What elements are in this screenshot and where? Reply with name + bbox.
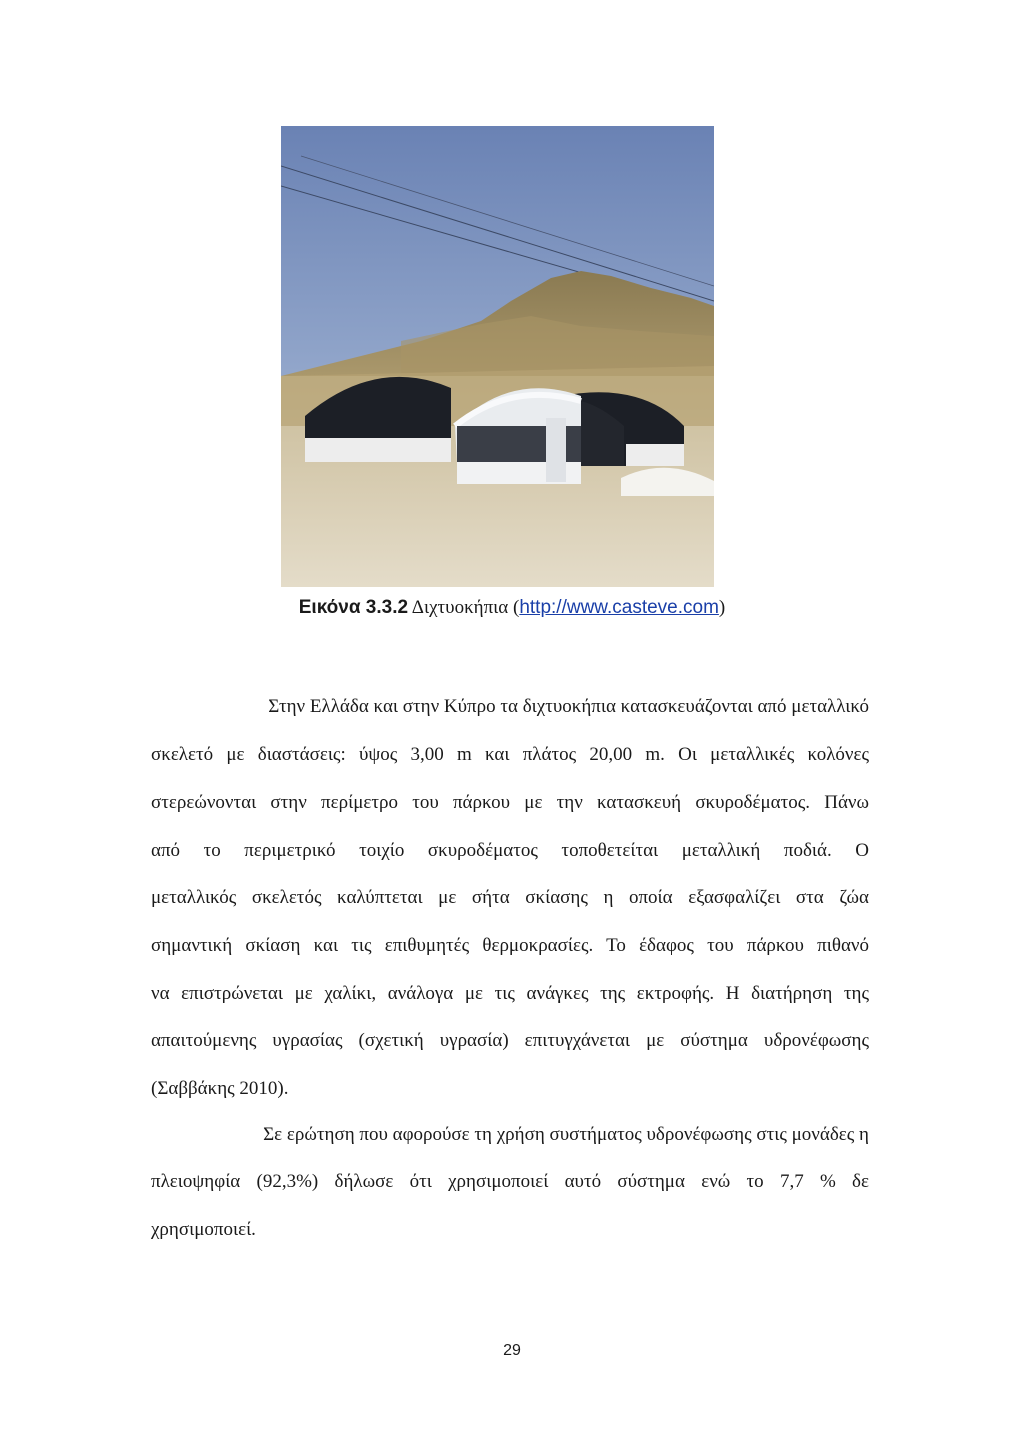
figure-title: Διχτυοκήπια [411,597,509,618]
page-number: 29 [503,1342,521,1359]
paragraph-1-line-9: (Σαββάκης 2010). [151,1078,289,1099]
net-greenhouse-photo [281,126,714,587]
paragraph-1-line-7: να επιστρώνεται με χαλίκι, ανάλογα με τις ανάγκες της εκτροφής. Η διατήρηση της [151,983,869,1004]
paragraph-1-line-3: στερεώνονται στην περίμετρο του πάρκου με την κατασκευή σκυροδέματος. Πάνω [151,792,869,813]
paragraph-1-line-1: Στην Ελλάδα και στην Κύπρο τα διχτυοκήπια κατασκευάζονται από μεταλλικό [268,696,869,717]
paragraph-2-line-2: πλειοψηφία (92,3%) δήλωσε ότι χρησιμοποιεί αυτό σύστημα ενώ το 7,7 % δε [151,1171,869,1192]
paragraph-1-line-8: απαιτούμενης υγρασίας (σχετική υγρασία) επιτυγχάνεται με σύστημα υδρονέφωσης [151,1030,869,1051]
paragraph-1-line-4: από το περιμετρικό τοιχίο σκυροδέματος τοποθετείται μεταλλική ποδιά. Ο [151,840,869,861]
source-link[interactable]: http://www.casteve.com [519,597,719,618]
paragraph-1-line-2: σκελετό με διαστάσεις: ύψος 3,00 m και πλάτος 20,00 m. Οι μεταλλικές κολόνες [151,744,869,765]
caption-open-paren: ( [513,597,520,618]
paragraph-2-line-3: χρησιμοποιεί. [151,1219,256,1240]
figure-label: Εικόνα 3.3.2 [298,597,409,618]
caption-close-paren: ) [718,597,726,618]
paragraph-1-line-6: σημαντική σκίαση και τις επιθυμητές θερμοκρασίες. Το έδαφος του πάρκου πιθανό [151,935,869,956]
paragraph-1-line-5: μεταλλικός σκελετός καλύπτεται με σήτα σκίασης η οποία εξασφαλίζει στα ζώα [151,887,869,908]
figure-caption [0,596,1024,620]
paragraph-2-line-1: Σε ερώτηση που αφορούσε τη χρήση συστήματος υδρονέφωσης στις μονάδες η [263,1124,869,1145]
